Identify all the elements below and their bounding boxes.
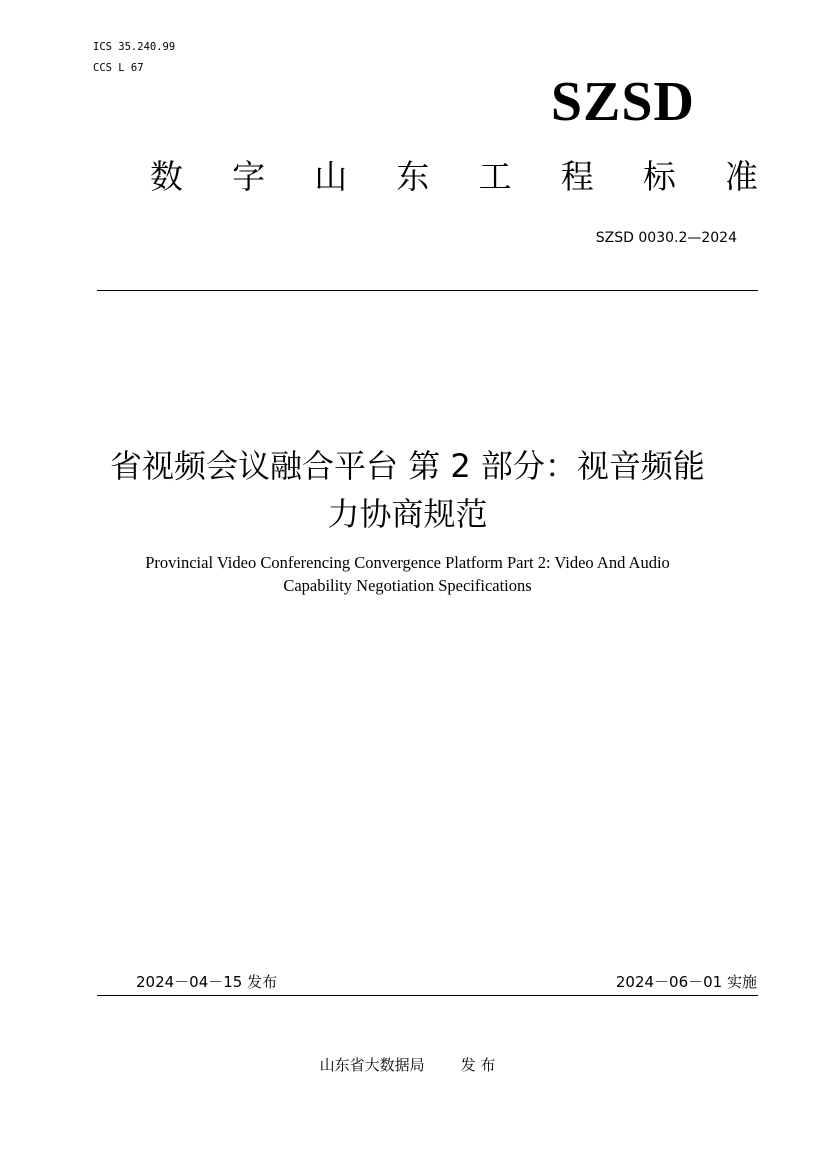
header-divider bbox=[97, 290, 758, 291]
ccs-code: CCS L 67 bbox=[93, 62, 144, 74]
standard-logo: SZSD bbox=[550, 71, 695, 133]
publish-label: 发 布 bbox=[460, 1056, 496, 1074]
standard-type-char: 山 bbox=[314, 157, 348, 196]
standard-type-char: 标 bbox=[642, 157, 676, 196]
implementation-date: 2024－06－01 实施 bbox=[615, 973, 757, 991]
english-title bbox=[40, 551, 775, 597]
issue-date: 2024－04－15 发布 bbox=[136, 973, 278, 991]
standard-type-heading bbox=[150, 155, 758, 199]
standard-type-char: 字 bbox=[232, 157, 266, 196]
english-title-line-1: Provincial Video Conferencing Convergence Platform Part 2: Video And Audio bbox=[145, 553, 670, 572]
publisher-line bbox=[0, 1055, 815, 1075]
footer-divider bbox=[97, 995, 758, 996]
publisher-name: 山东省大数据局 bbox=[319, 1056, 425, 1074]
english-title-line-2: Capability Negotiation Specifications bbox=[283, 576, 532, 595]
chinese-title bbox=[40, 442, 775, 538]
standard-type-char: 程 bbox=[560, 157, 594, 196]
standard-type-char: 工 bbox=[478, 157, 512, 196]
standard-type-char: 准 bbox=[724, 157, 758, 196]
standard-type-char: 东 bbox=[396, 157, 430, 196]
standard-number: SZSD 0030.2—2024 bbox=[595, 230, 737, 246]
chinese-title-line-1: 省视频会议融合平台 第 2 部分：视音频能 bbox=[110, 447, 705, 485]
standard-type-char: 数 bbox=[150, 157, 183, 196]
chinese-title-line-2: 力协商规范 bbox=[327, 495, 488, 533]
ics-code: ICS 35.240.99 bbox=[93, 41, 176, 53]
